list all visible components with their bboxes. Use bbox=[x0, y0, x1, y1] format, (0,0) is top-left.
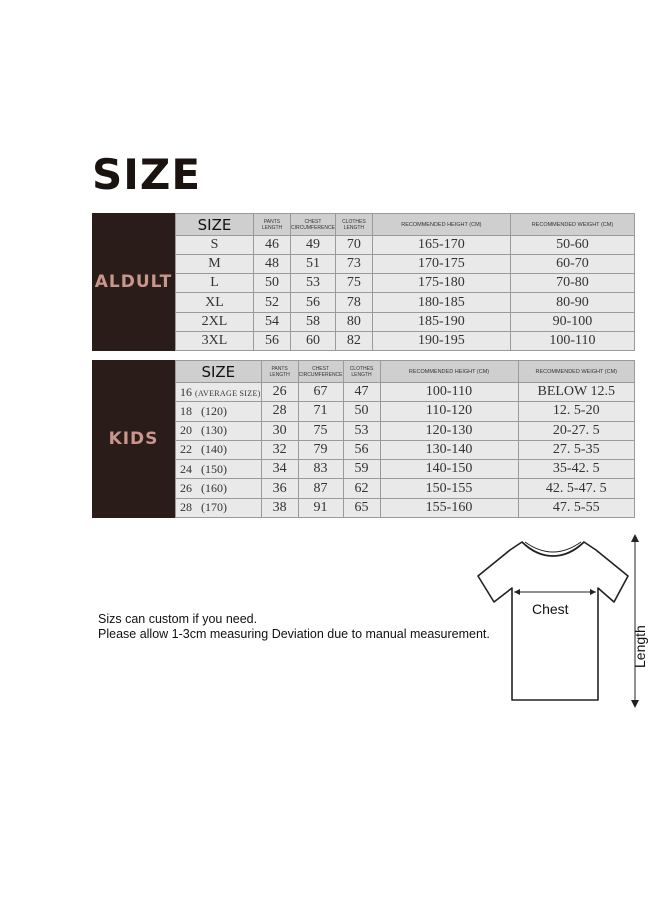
cell-weight: 35-42. 5 bbox=[518, 460, 635, 479]
adult-label: ALDULT bbox=[94, 272, 173, 292]
cell-size: XL bbox=[176, 293, 254, 312]
cell-height: 165-170 bbox=[372, 236, 510, 255]
cell-weight: 42. 5-47. 5 bbox=[518, 479, 635, 498]
cell-weight: BELOW 12.5 bbox=[518, 383, 635, 402]
cell-clothes-length: 56 bbox=[343, 440, 380, 459]
cell-size bbox=[176, 402, 262, 421]
cell-chest: 58 bbox=[291, 312, 336, 331]
cell-weight: 27. 5-35 bbox=[518, 440, 635, 459]
kids-table bbox=[175, 360, 635, 518]
header-size: SIZE bbox=[176, 214, 254, 236]
kid-size-height: (150) bbox=[201, 461, 227, 476]
header-size: SIZE bbox=[176, 361, 262, 383]
cell-clothes-length: 50 bbox=[343, 402, 380, 421]
cell-height: 120-130 bbox=[380, 421, 518, 440]
table-row bbox=[176, 421, 635, 440]
cell-pants-length: 50 bbox=[254, 274, 291, 293]
cell-weight: 100-110 bbox=[510, 331, 634, 350]
table-row bbox=[176, 383, 635, 402]
tshirt-icon bbox=[470, 530, 660, 710]
cell-size: 3XL bbox=[176, 331, 254, 350]
kid-size-height: (AVERAGE SIZE) bbox=[195, 388, 261, 398]
cell-size: 2XL bbox=[176, 312, 254, 331]
cell-size: S bbox=[176, 236, 254, 255]
cell-height: 190-195 bbox=[372, 331, 510, 350]
cell-pants-length: 56 bbox=[254, 331, 291, 350]
note-custom: Sizs can custom if you need. bbox=[98, 612, 258, 626]
header-recommended-height: RECOMMENDED HEIGHT (CM) bbox=[380, 361, 518, 383]
header-recommended-weight: RECOMMENDED WEIGHT (CM) bbox=[510, 214, 634, 236]
cell-size: M bbox=[176, 255, 254, 274]
header-clothes-length: CLOTHES LENGTH bbox=[343, 361, 380, 383]
adult-size-table bbox=[92, 213, 635, 351]
cell-size bbox=[176, 479, 262, 498]
cell-pants-length: 52 bbox=[254, 293, 291, 312]
cell-weight: 12. 5-20 bbox=[518, 402, 635, 421]
cell-clothes-length: 70 bbox=[335, 236, 372, 255]
cell-chest: 53 bbox=[291, 274, 336, 293]
cell-pants-length: 26 bbox=[261, 383, 298, 402]
table-row bbox=[176, 440, 635, 459]
cell-height: 155-160 bbox=[380, 498, 518, 517]
header-pants-length: PANTS LENGTH bbox=[254, 214, 291, 236]
cell-chest: 56 bbox=[291, 293, 336, 312]
cell-chest: 67 bbox=[298, 383, 343, 402]
cell-pants-length: 54 bbox=[254, 312, 291, 331]
cell-clothes-length: 47 bbox=[343, 383, 380, 402]
cell-size: L bbox=[176, 274, 254, 293]
cell-clothes-length: 62 bbox=[343, 479, 380, 498]
kid-size-height: (160) bbox=[201, 481, 227, 496]
cell-pants-length: 30 bbox=[261, 421, 298, 440]
cell-pants-length: 34 bbox=[261, 460, 298, 479]
kids-label: KIDS bbox=[108, 429, 159, 449]
chest-label: Chest bbox=[532, 601, 569, 617]
cell-height: 100-110 bbox=[380, 383, 518, 402]
cell-chest: 51 bbox=[291, 255, 336, 274]
cell-chest: 91 bbox=[298, 498, 343, 517]
table-row bbox=[176, 460, 635, 479]
kid-size-height: (120) bbox=[201, 403, 227, 418]
adult-header-row bbox=[176, 214, 635, 236]
cell-clothes-length: 73 bbox=[335, 255, 372, 274]
kid-size-number: 16 bbox=[180, 384, 192, 399]
length-label: Length bbox=[632, 625, 648, 668]
cell-pants-length: 38 bbox=[261, 498, 298, 517]
header-chest-circumference: CHEST CIRCUMFERENCE bbox=[291, 214, 336, 236]
cell-clothes-length: 65 bbox=[343, 498, 380, 517]
cell-weight: 90-100 bbox=[510, 312, 634, 331]
cell-chest: 49 bbox=[291, 236, 336, 255]
table-row bbox=[176, 402, 635, 421]
cell-weight: 20-27. 5 bbox=[518, 421, 635, 440]
table-row bbox=[176, 274, 635, 293]
header-chest-circumference: CHEST CIRCUMFERENCE bbox=[298, 361, 343, 383]
cell-height: 180-185 bbox=[372, 293, 510, 312]
cell-clothes-length: 82 bbox=[335, 331, 372, 350]
kid-size-height: (140) bbox=[201, 442, 227, 457]
table-row bbox=[176, 479, 635, 498]
adult-section-label bbox=[92, 213, 175, 351]
kid-size-number: 18 bbox=[180, 403, 192, 418]
cell-height: 110-120 bbox=[380, 402, 518, 421]
cell-weight: 70-80 bbox=[510, 274, 634, 293]
kid-size-number: 22 bbox=[180, 442, 192, 457]
kid-size-height: (130) bbox=[201, 423, 227, 438]
kids-section-label bbox=[92, 360, 175, 518]
kid-size-number: 24 bbox=[180, 461, 192, 476]
cell-size bbox=[176, 440, 262, 459]
cell-weight: 50-60 bbox=[510, 236, 634, 255]
note-deviation: Please allow 1-3cm measuring Deviation due to manual measurement. bbox=[98, 627, 490, 641]
cell-clothes-length: 59 bbox=[343, 460, 380, 479]
size-notes bbox=[98, 612, 490, 642]
kids-header-row bbox=[176, 361, 635, 383]
cell-pants-length: 48 bbox=[254, 255, 291, 274]
cell-clothes-length: 53 bbox=[343, 421, 380, 440]
cell-chest: 75 bbox=[298, 421, 343, 440]
header-recommended-weight: RECOMMENDED WEIGHT (CM) bbox=[518, 361, 635, 383]
table-row bbox=[176, 331, 635, 350]
cell-chest: 79 bbox=[298, 440, 343, 459]
kid-size-number: 20 bbox=[180, 423, 192, 438]
cell-height: 140-150 bbox=[380, 460, 518, 479]
page-title: SIZE bbox=[92, 150, 202, 199]
kid-size-number: 26 bbox=[180, 481, 192, 496]
table-row bbox=[176, 312, 635, 331]
cell-size bbox=[176, 383, 262, 402]
cell-height: 130-140 bbox=[380, 440, 518, 459]
cell-weight: 47. 5-55 bbox=[518, 498, 635, 517]
cell-pants-length: 32 bbox=[261, 440, 298, 459]
header-pants-length: PANTS LENGTH bbox=[261, 361, 298, 383]
cell-size bbox=[176, 421, 262, 440]
cell-clothes-length: 75 bbox=[335, 274, 372, 293]
cell-weight: 80-90 bbox=[510, 293, 634, 312]
cell-height: 150-155 bbox=[380, 479, 518, 498]
cell-chest: 60 bbox=[291, 331, 336, 350]
kid-size-number: 28 bbox=[180, 500, 192, 515]
kid-size-height: (170) bbox=[201, 500, 227, 515]
table-row bbox=[176, 498, 635, 517]
cell-clothes-length: 78 bbox=[335, 293, 372, 312]
table-row bbox=[176, 236, 635, 255]
cell-height: 170-175 bbox=[372, 255, 510, 274]
adult-table bbox=[175, 213, 635, 351]
cell-pants-length: 46 bbox=[254, 236, 291, 255]
cell-chest: 83 bbox=[298, 460, 343, 479]
table-row bbox=[176, 255, 635, 274]
cell-pants-length: 36 bbox=[261, 479, 298, 498]
cell-chest: 87 bbox=[298, 479, 343, 498]
cell-chest: 71 bbox=[298, 402, 343, 421]
cell-pants-length: 28 bbox=[261, 402, 298, 421]
kids-size-table bbox=[92, 360, 635, 518]
cell-size bbox=[176, 498, 262, 517]
cell-clothes-length: 80 bbox=[335, 312, 372, 331]
cell-weight: 60-70 bbox=[510, 255, 634, 274]
header-clothes-length: CLOTHES LENGTH bbox=[335, 214, 372, 236]
table-row bbox=[176, 293, 635, 312]
cell-height: 185-190 bbox=[372, 312, 510, 331]
cell-size bbox=[176, 460, 262, 479]
cell-height: 175-180 bbox=[372, 274, 510, 293]
header-recommended-height: RECOMMENDED HEIGHT (CM) bbox=[372, 214, 510, 236]
